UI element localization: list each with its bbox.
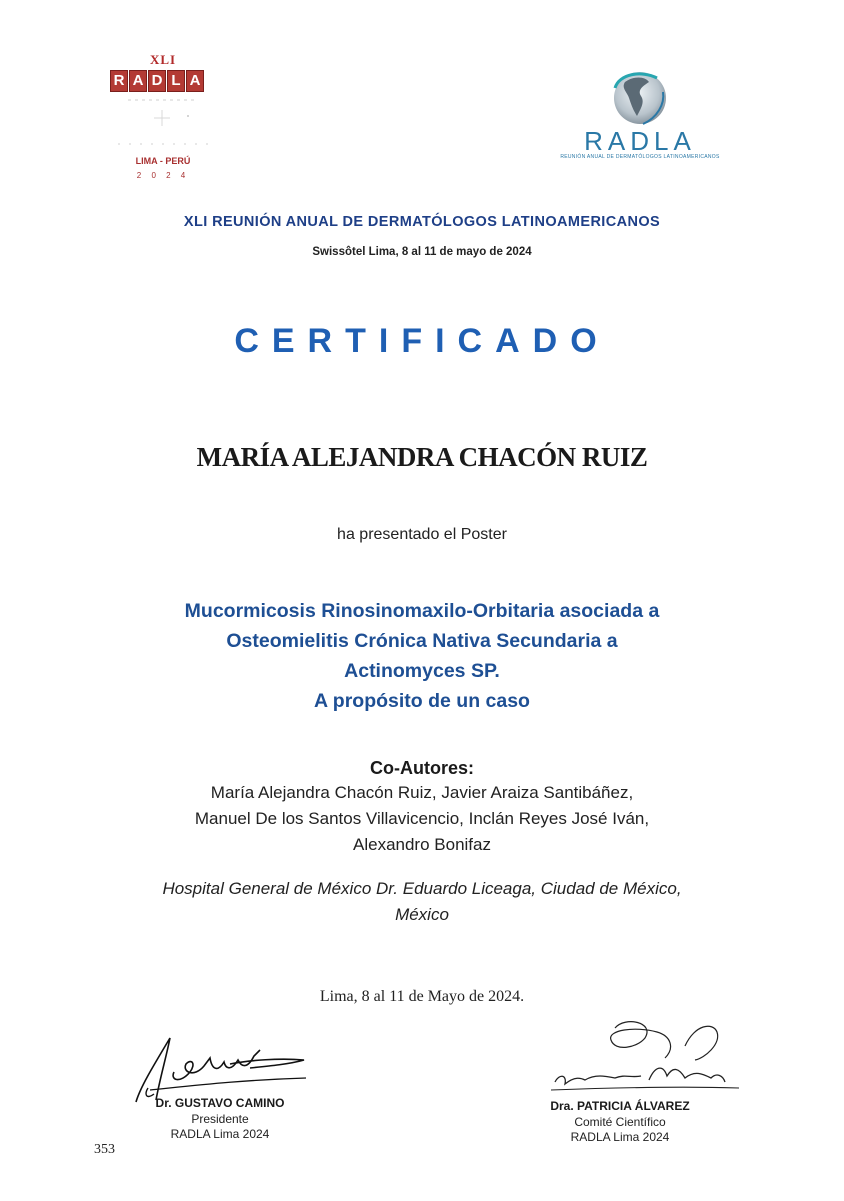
logo-faded-emblem (118, 96, 208, 152)
signer-role: Presidente (191, 1112, 249, 1126)
signature-right-icon (545, 1018, 745, 1098)
institution-line: México (395, 905, 449, 924)
radla-lima-logo (98, 52, 228, 192)
logo-letter: D (148, 70, 166, 92)
event-title: XLI REUNIÓN ANUAL DE DERMATÓLOGOS LATINOAMERICANOS (183, 214, 661, 230)
globe-emblem-icon (545, 68, 735, 128)
signer-org: RADLA Lima 2024 (570, 1130, 670, 1144)
poster-title-line: A propósito de un caso (314, 690, 530, 712)
logo-letter: A (129, 70, 147, 92)
signer-name: Dr. GUSTAVO CAMINO (155, 1096, 285, 1110)
coauthors-line: Alexandro Bonifaz (353, 835, 491, 854)
coauthors-line: María Alejandra Chacón Ruiz, Javier Araiza Santibáñez, (210, 783, 634, 802)
poster-title (0, 596, 844, 716)
certificate-title: CERTIFICADO (234, 322, 610, 360)
institution (0, 876, 844, 928)
signer-name: Dra. PATRICIA ÁLVAREZ (550, 1099, 690, 1113)
radla-tagline: REUNIÓN ANUAL DE DERMATÓLOGOS LATINOAMERICANOS (560, 154, 720, 160)
logo-location: LIMA - PERÚ (135, 156, 191, 166)
logo-letter: A (186, 70, 204, 92)
logo-edition: XLI (149, 52, 177, 67)
poster-title-line: Mucormicosis Rinosinomaxilo-Orbitaria asociada a (184, 600, 660, 622)
logo-letter: R (110, 70, 128, 92)
logo-year: 2 0 2 4 (136, 171, 190, 180)
signature-block-president (90, 1096, 350, 1141)
date-line: Lima, 8 al 11 de Mayo de 2024. (319, 988, 525, 1005)
poster-title-line: Osteomielitis Crónica Nativa Secundaria a (226, 630, 618, 652)
radla-logo (545, 68, 735, 163)
signer-org: RADLA Lima 2024 (170, 1127, 270, 1141)
coauthors-list (0, 780, 844, 858)
poster-title-line: Actinomyces SP. (344, 660, 500, 682)
logo-letter-boxes (110, 70, 204, 92)
logo-letter: L (167, 70, 185, 92)
page-number: 353 (94, 1142, 115, 1157)
event-venue: Swissôtel Lima, 8 al 11 de mayo de 2024 (312, 246, 532, 258)
signature-block-scientific-committee (490, 1099, 750, 1144)
recipient-name: MARÍA ALEJANDRA CHACÓN RUIZ (196, 442, 648, 472)
coauthors-line: Manuel De los Santos Villavicencio, Inclán Reyes José Iván, (194, 809, 650, 828)
presented-text: ha presentado el Poster (337, 526, 507, 543)
radla-wordmark: RADLA (584, 126, 696, 156)
signer-role: Comité Científico (574, 1115, 666, 1129)
institution-line: Hospital General de México Dr. Eduardo Liceaga, Ciudad de México, (162, 879, 682, 898)
coauthors-heading: Co-Autores: (370, 758, 474, 778)
